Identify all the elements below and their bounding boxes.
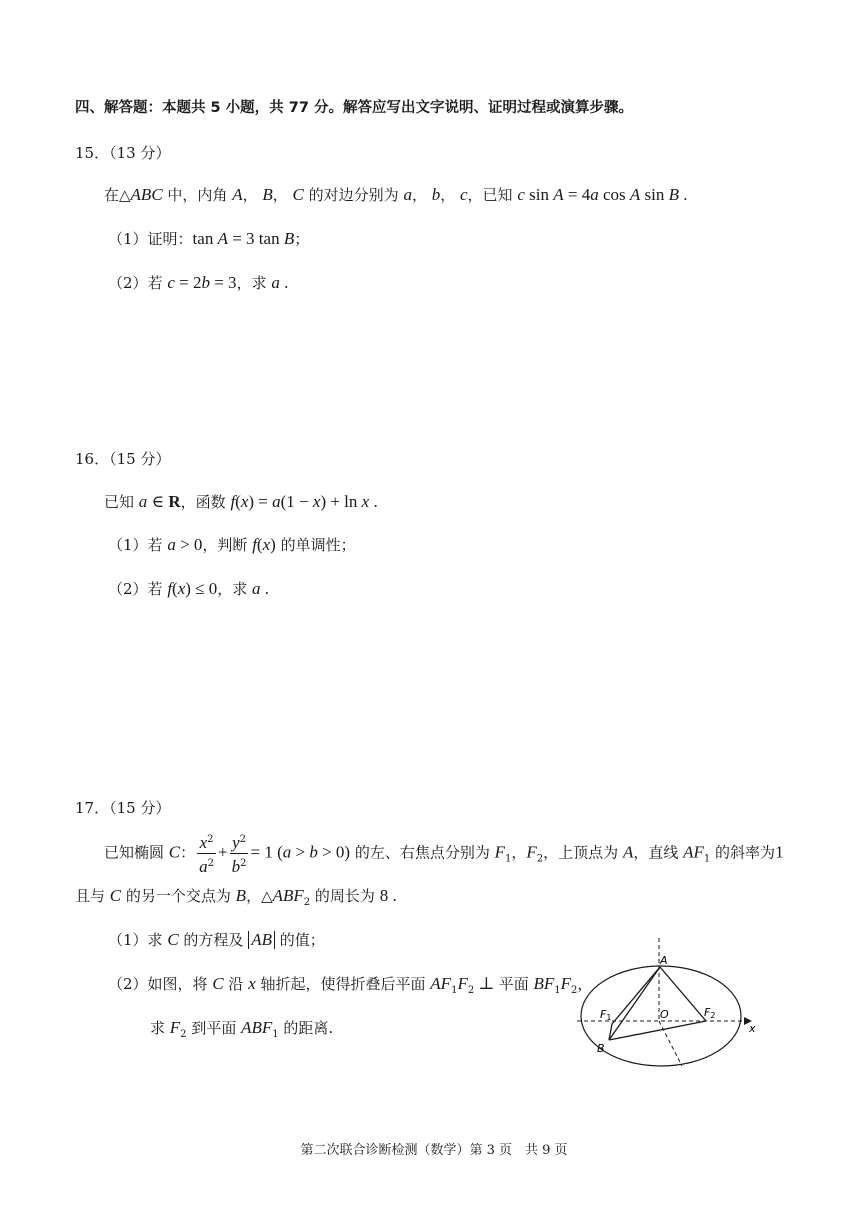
label-x: x xyxy=(749,1022,756,1035)
q17-stem-line2: 且与 C 的另一个交点为 B，$\triangle ABF_2$ 的周长为 8 . xyxy=(75,886,397,908)
segment-BF2 xyxy=(609,1021,706,1040)
q17-stem-line1: 已知椭圆 C： $\frac{x^2}{a^2}$ + $\frac{y^2}{b^2}$ = 1 (a > b > 0) 的左、右焦点分别为 $F_1$，$F_2$，上顶点为 A，直线 $AF_1$ 的斜率为1 xyxy=(104,830,784,882)
q15-part1: （1）证明：tan A = 3 tan B； xyxy=(108,229,310,248)
q16-stem: 已知 a ∈ R，函数 f(x) = a(1 − x) + ln x . xyxy=(104,492,378,511)
segment-AB xyxy=(609,967,660,1040)
segment-AF1 xyxy=(612,967,660,1024)
q15-stem: 在△ABC 中，内角 A， B， C 的对边分别为 a， b， c，已知 c sin A = 4a cos A sin B . xyxy=(104,185,688,204)
q15-part2: （2）若 c = 2b = 3，求 a . xyxy=(108,273,289,292)
q16-part2: （2）若 f(x) ≤ 0，求 a . xyxy=(108,579,270,598)
q17-part2-line2: 求 $F_2$ 到平面 $ABF_1$ 的距离. xyxy=(150,1018,334,1040)
section-header: 四、解答题：本题共 5 小题，共 77 分。解答应写出文字说明、证明过程或演算步骤。 xyxy=(75,100,633,116)
q17-header: 17．（15 分） xyxy=(75,799,171,817)
page-footer: 第二次联合诊断检测（数学）第 3 页 共 9 页 xyxy=(300,1143,568,1158)
q16-part1: （1）若 a > 0，判断 f(x) 的单调性； xyxy=(108,535,356,554)
folded-ellipse-figure xyxy=(572,934,762,1070)
label-O: O xyxy=(660,1008,669,1021)
label-B: B xyxy=(597,1042,605,1055)
q16-header: 16．（15 分） xyxy=(75,450,171,468)
label-A: A xyxy=(660,954,668,967)
q15-header: 15．（13 分） xyxy=(75,144,171,162)
label-F2: F2 xyxy=(704,1006,716,1020)
q17-part1: （1）求 C 的方程及 AB 的值； xyxy=(108,930,325,949)
q17-part2-line1: （2）如图，将 C 沿 x 轴折起，使得折叠后平面 $AF_1F_2$ ⊥ 平面 $BF_1F_2$， xyxy=(108,974,593,996)
label-F1: F1 xyxy=(600,1008,612,1022)
